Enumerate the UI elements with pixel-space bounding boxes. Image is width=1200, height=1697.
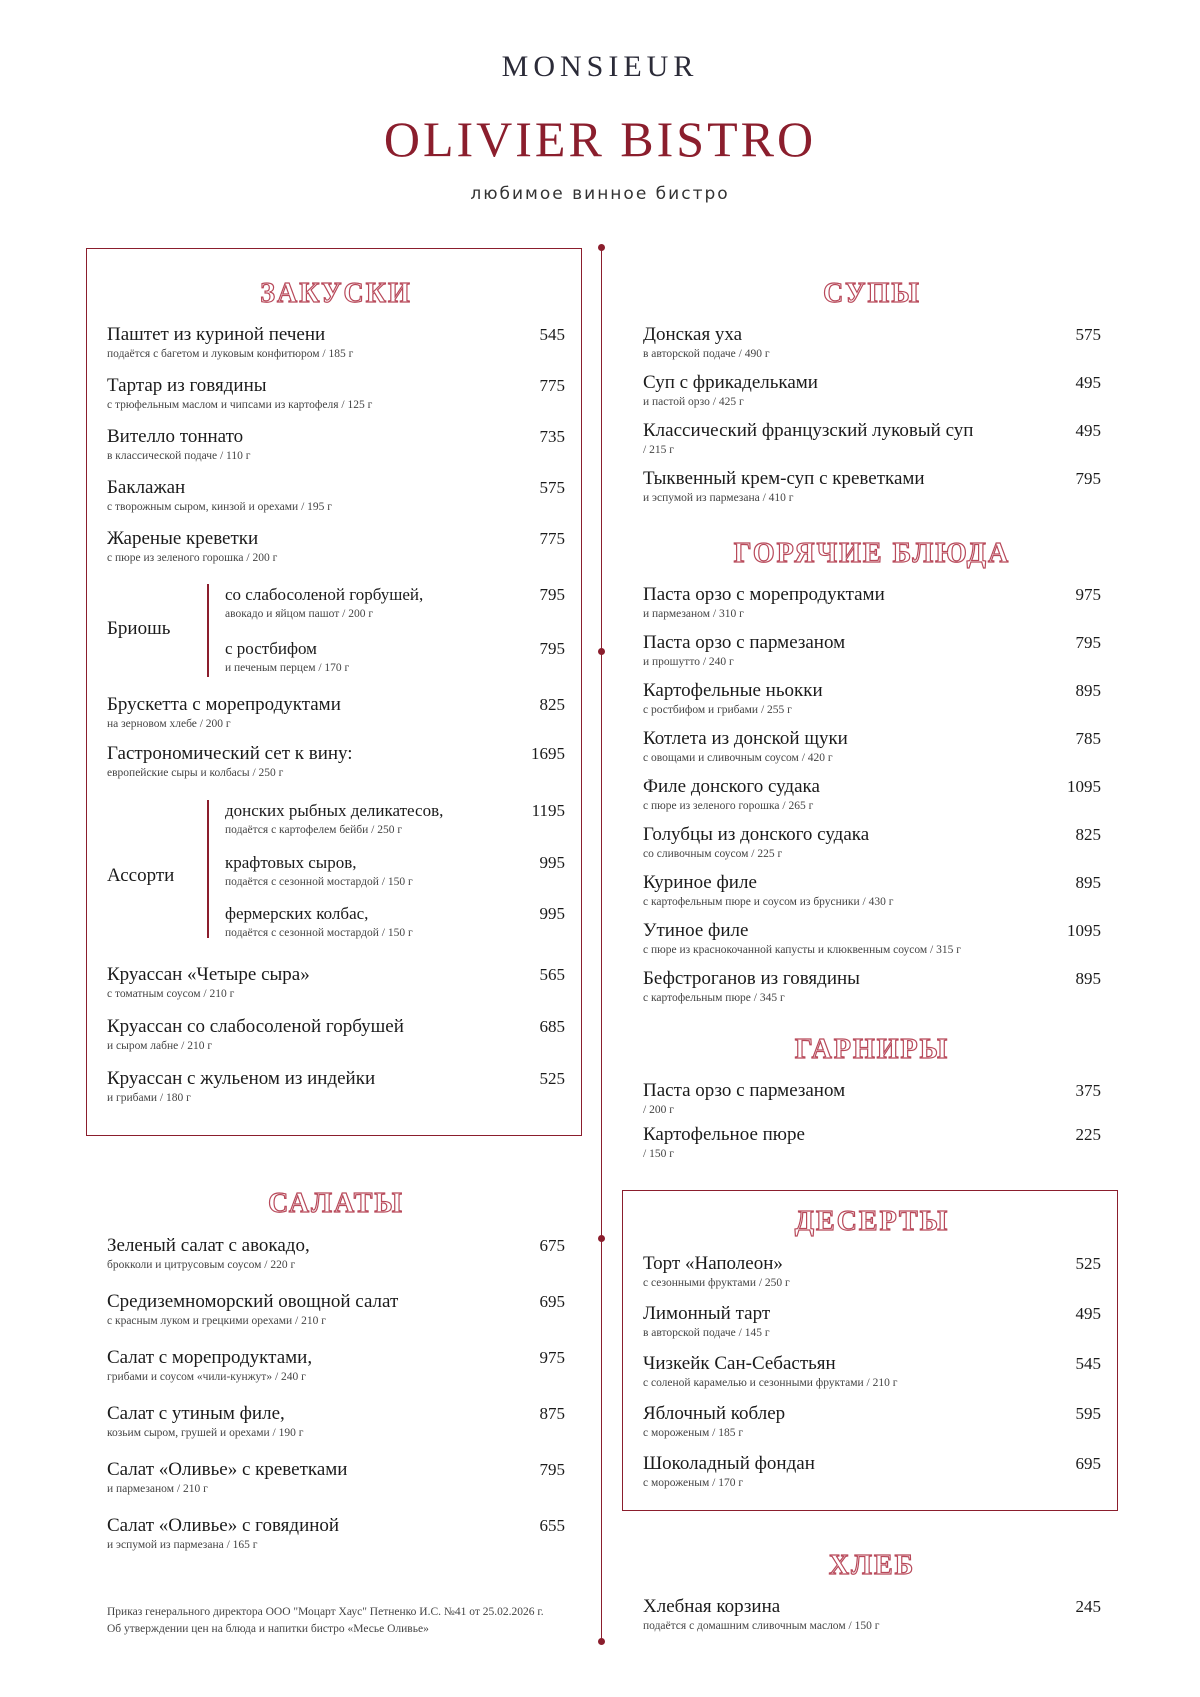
item-desc: и печеным перцем / 170 г <box>225 662 350 674</box>
legal-note-line: Об утверждении цен на блюда и напитки бистро «Месье Оливье» <box>107 1623 429 1635</box>
item-desc: с сезонными фруктами / 250 г <box>643 1277 790 1289</box>
center-divider <box>601 247 602 1644</box>
menu-item <box>643 968 1101 1006</box>
item-price: 695 <box>1075 1454 1101 1473</box>
item-price: 895 <box>1075 969 1101 988</box>
item-price: 735 <box>539 427 565 446</box>
menu-item <box>643 1596 1101 1634</box>
item-name: Утиное филе <box>643 920 749 941</box>
item-price: 695 <box>539 1292 565 1311</box>
item-name: Жареные креветки <box>107 528 259 549</box>
item-desc: европейские сыры и колбасы / 250 г <box>107 767 284 779</box>
menu-item <box>107 477 565 515</box>
item-name: фермерских колбас, <box>225 904 369 923</box>
item-name: Чизкейк Сан-Себастьян <box>643 1353 836 1374</box>
menu-item <box>643 1453 1101 1491</box>
item-price: 1195 <box>531 801 565 820</box>
menu-item <box>225 903 565 941</box>
group-bracket-line <box>207 800 209 938</box>
item-name: Круассан со слабосоленой горбушей <box>107 1016 404 1037</box>
item-name: Куриное филе <box>643 872 757 893</box>
menu-item <box>107 1235 565 1273</box>
brand-monsieur: MONSIEUR <box>501 50 699 83</box>
item-desc: / 200 г <box>643 1104 674 1116</box>
item-price: 675 <box>539 1236 565 1255</box>
item-price: 565 <box>539 965 565 984</box>
item-desc: с картофельным пюре / 345 г <box>643 992 785 1004</box>
item-price: 995 <box>539 904 565 923</box>
item-desc: с пюре из зеленого горошка / 200 г <box>107 552 278 564</box>
item-desc: и прошутто / 240 г <box>643 656 734 668</box>
menu-item <box>643 1303 1101 1341</box>
menu-item <box>643 372 1101 410</box>
item-desc: в авторской подаче / 490 г <box>643 348 770 360</box>
menu-item <box>107 694 565 732</box>
brand-title: OLIVIER BISTRO <box>383 111 817 167</box>
item-desc: козьим сыром, грушей и орехами / 190 г <box>107 1427 304 1439</box>
item-desc: авокадо и яйцом пашот / 200 г <box>225 608 374 620</box>
item-name: Салат «Оливье» с креветками <box>107 1459 348 1480</box>
item-price: 795 <box>1075 633 1101 652</box>
menu-item <box>225 800 565 838</box>
item-name: Яблочный коблер <box>643 1403 786 1424</box>
item-price: 495 <box>1075 421 1101 440</box>
item-name: со слабосоленой горбушей, <box>225 585 424 604</box>
item-price: 795 <box>1075 469 1101 488</box>
item-name: с ростбифом <box>225 639 317 658</box>
group-bracket-line <box>207 584 209 677</box>
item-desc: подаётся с сезонной мостардой / 150 г <box>225 876 413 888</box>
item-desc: подаётся с картофелем бейби / 250 г <box>225 824 403 836</box>
item-desc: грибами и соусом «чили-кунжут» / 240 г <box>107 1371 306 1383</box>
item-name: Зеленый салат с авокадо, <box>107 1235 310 1256</box>
menu-item <box>107 964 565 1002</box>
item-price: 975 <box>1075 585 1101 604</box>
menu-item <box>643 776 1101 814</box>
menu-item <box>225 584 565 622</box>
menu-item <box>107 1403 565 1441</box>
menu-item <box>643 824 1101 862</box>
item-price: 825 <box>539 695 565 714</box>
menu-item <box>107 1016 565 1054</box>
menu-item <box>107 743 565 781</box>
item-name: Паста орзо с морепродуктами <box>643 584 885 605</box>
item-name: Паштет из куриной печени <box>107 324 326 345</box>
menu-item <box>107 1068 565 1106</box>
group-label-brioche: Бриошь <box>107 618 171 639</box>
item-name: Лимонный тарт <box>643 1303 771 1324</box>
divider-dot <box>598 1235 605 1242</box>
item-desc: с ростбифом и грибами / 255 г <box>643 704 792 716</box>
item-desc: подаётся с багетом и луковым конфитюром / 185 г <box>107 348 354 360</box>
item-name: Салат с утиным филе, <box>107 1403 285 1424</box>
item-desc: со сливочным соусом / 225 г <box>643 848 783 860</box>
item-name: крафтовых сыров, <box>225 853 357 872</box>
item-name: Классический французский луковый суп <box>643 420 974 441</box>
item-desc: и пармезаном / 210 г <box>107 1483 208 1495</box>
item-name: Шоколадный фондан <box>643 1453 815 1474</box>
item-price: 525 <box>1075 1254 1101 1273</box>
menu-item <box>107 1459 565 1497</box>
menu-item <box>643 872 1101 910</box>
item-name: Тыквенный крем-суп с креветками <box>643 468 925 489</box>
item-price: 875 <box>539 1404 565 1423</box>
section-title-supy: СУПЫ <box>823 278 921 309</box>
divider-dot <box>598 1638 605 1645</box>
menu-item <box>643 1253 1101 1291</box>
item-price: 1095 <box>1067 777 1101 796</box>
menu-item <box>107 528 565 566</box>
item-price: 775 <box>539 376 565 395</box>
item-price: 995 <box>539 853 565 872</box>
item-desc: на зерновом хлебе / 200 г <box>107 718 231 730</box>
menu-item <box>107 426 565 464</box>
menu-item <box>225 852 565 890</box>
item-desc: с картофельным пюре и соусом из брусники / 430 г <box>643 896 894 908</box>
item-desc: подаётся с сезонной мостардой / 150 г <box>225 927 413 939</box>
item-price: 525 <box>539 1069 565 1088</box>
item-name: Паста орзо с пармезаном <box>643 632 846 653</box>
menu-item <box>643 728 1101 766</box>
item-price: 545 <box>539 325 565 344</box>
item-name: Картофельное пюре <box>643 1124 805 1145</box>
item-desc: и эспумой из пармезана / 165 г <box>107 1539 258 1551</box>
menu-item <box>107 324 565 362</box>
item-desc: с творожным сыром, кинзой и орехами / 195 г <box>107 501 332 513</box>
section-title-goryachie: ГОРЯЧИЕ БЛЮДА <box>733 538 1011 569</box>
item-name: Тартар из говядины <box>107 375 267 396</box>
item-desc: / 215 г <box>643 444 674 456</box>
item-price: 1695 <box>531 744 565 763</box>
item-price: 495 <box>1075 1304 1101 1323</box>
legal-note <box>107 1604 587 1638</box>
section-title-garniry: ГАРНИРЫ <box>794 1034 950 1065</box>
item-desc: и грибами / 180 г <box>107 1092 191 1104</box>
menu-item <box>643 584 1101 622</box>
item-price: 975 <box>539 1348 565 1367</box>
group-label-assorti: Ассорти <box>107 865 175 886</box>
item-desc: с овощами и сливочным соусом / 420 г <box>643 752 833 764</box>
item-desc: / 150 г <box>643 1148 674 1160</box>
item-desc: подаётся с домашним сливочным маслом / 150 г <box>643 1620 880 1632</box>
item-desc: брокколи и цитрусовым соусом / 220 г <box>107 1259 296 1271</box>
item-price: 245 <box>1075 1597 1101 1616</box>
item-desc: с пюре из зеленого горошка / 265 г <box>643 800 814 812</box>
item-name: Салат «Оливье» с говядиной <box>107 1515 340 1536</box>
item-price: 225 <box>1075 1125 1101 1144</box>
menu-item <box>643 680 1101 718</box>
item-price: 545 <box>1075 1354 1101 1373</box>
section-title-zakuski: ЗАКУСКИ <box>260 278 412 309</box>
item-name: Суп с фрикадельками <box>643 372 818 393</box>
item-name: Донская уха <box>643 324 743 345</box>
item-name: Голубцы из донского судака <box>643 824 870 845</box>
item-name: Гастрономический сет к вину: <box>107 743 353 764</box>
item-price: 795 <box>539 639 565 658</box>
item-price: 685 <box>539 1017 565 1036</box>
menu-item <box>643 324 1101 362</box>
item-name: Бефстроганов из говядины <box>643 968 860 989</box>
item-price: 795 <box>539 1460 565 1479</box>
item-desc: с пюре из краснокочанной капусты и клюквенным соусом / 315 г <box>643 944 961 956</box>
menu-item <box>643 1353 1101 1391</box>
item-name: Паста орзо с пармезаном <box>643 1080 846 1101</box>
menu-item <box>643 1124 1101 1162</box>
item-name: Картофельные ньокки <box>643 680 823 701</box>
menu-item <box>643 632 1101 670</box>
item-desc: в классической подаче / 110 г <box>107 450 251 462</box>
item-desc: в авторской подаче / 145 г <box>643 1327 770 1339</box>
item-name: Баклажан <box>107 477 186 498</box>
legal-note-line: Приказ генерального директора ООО "Моцарт Хаус" Петненко И.С. №41 от 25.02.2026 г. <box>107 1606 544 1618</box>
item-desc: с трюфельным маслом и чипсами из картофеля / 125 г <box>107 399 373 411</box>
menu-item <box>107 1291 565 1329</box>
item-price: 795 <box>539 585 565 604</box>
menu-item <box>643 468 1101 506</box>
item-name: Филе донского судака <box>643 776 820 797</box>
item-price: 655 <box>539 1516 565 1535</box>
item-name: Хлебная корзина <box>643 1596 781 1617</box>
section-title-salaty: САЛАТЫ <box>268 1188 404 1219</box>
item-desc: и эспумой из пармезана / 410 г <box>643 492 794 504</box>
menu-item <box>107 375 565 413</box>
menu-item <box>643 920 1101 958</box>
item-name: Торт «Наполеон» <box>643 1253 783 1274</box>
item-price: 895 <box>1075 681 1101 700</box>
item-name: Котлета из донской щуки <box>643 728 848 749</box>
item-name: Средиземноморский овощной салат <box>107 1291 399 1312</box>
item-name: донских рыбных деликатесов, <box>225 801 444 820</box>
section-title-khleb: ХЛЕБ <box>828 1550 916 1581</box>
item-desc: и сыром лабне / 210 г <box>107 1040 213 1052</box>
menu-item <box>643 1080 1101 1118</box>
item-desc: с томатным соусом / 210 г <box>107 988 235 1000</box>
item-price: 375 <box>1075 1081 1101 1100</box>
item-price: 595 <box>1075 1404 1101 1423</box>
divider-dot <box>598 244 605 251</box>
item-name: Брускетта с морепродуктами <box>107 694 341 715</box>
item-desc: с мороженым / 185 г <box>643 1427 744 1439</box>
section-title-deserty: ДЕСЕРТЫ <box>794 1206 950 1237</box>
item-name: Вителло тоннато <box>107 426 244 447</box>
item-price: 785 <box>1075 729 1101 748</box>
item-price: 495 <box>1075 373 1101 392</box>
menu-item <box>643 1403 1101 1441</box>
item-desc: с мороженым / 170 г <box>643 1477 744 1489</box>
item-name: Круассан с жульеном из индейки <box>107 1068 376 1089</box>
item-price: 895 <box>1075 873 1101 892</box>
item-desc: и пастой орзо / 425 г <box>643 396 744 408</box>
menu-item <box>643 420 1101 458</box>
item-price: 575 <box>1075 325 1101 344</box>
brand-tagline: любимое винное бистро <box>470 184 730 204</box>
item-desc: с красным луком и грецкими орехами / 210 г <box>107 1315 326 1327</box>
item-desc: с соленой карамелью и сезонными фруктами / 210 г <box>643 1377 898 1389</box>
menu-item <box>107 1347 565 1385</box>
item-price: 775 <box>539 529 565 548</box>
menu-item <box>107 1515 565 1553</box>
menu-item <box>225 638 565 676</box>
item-name: Круассан «Четыре сыра» <box>107 964 310 985</box>
item-price: 1095 <box>1067 921 1101 940</box>
item-name: Салат с морепродуктами, <box>107 1347 313 1368</box>
item-price: 575 <box>539 478 565 497</box>
divider-dot <box>598 648 605 655</box>
item-desc: и пармезаном / 310 г <box>643 608 744 620</box>
item-price: 825 <box>1075 825 1101 844</box>
